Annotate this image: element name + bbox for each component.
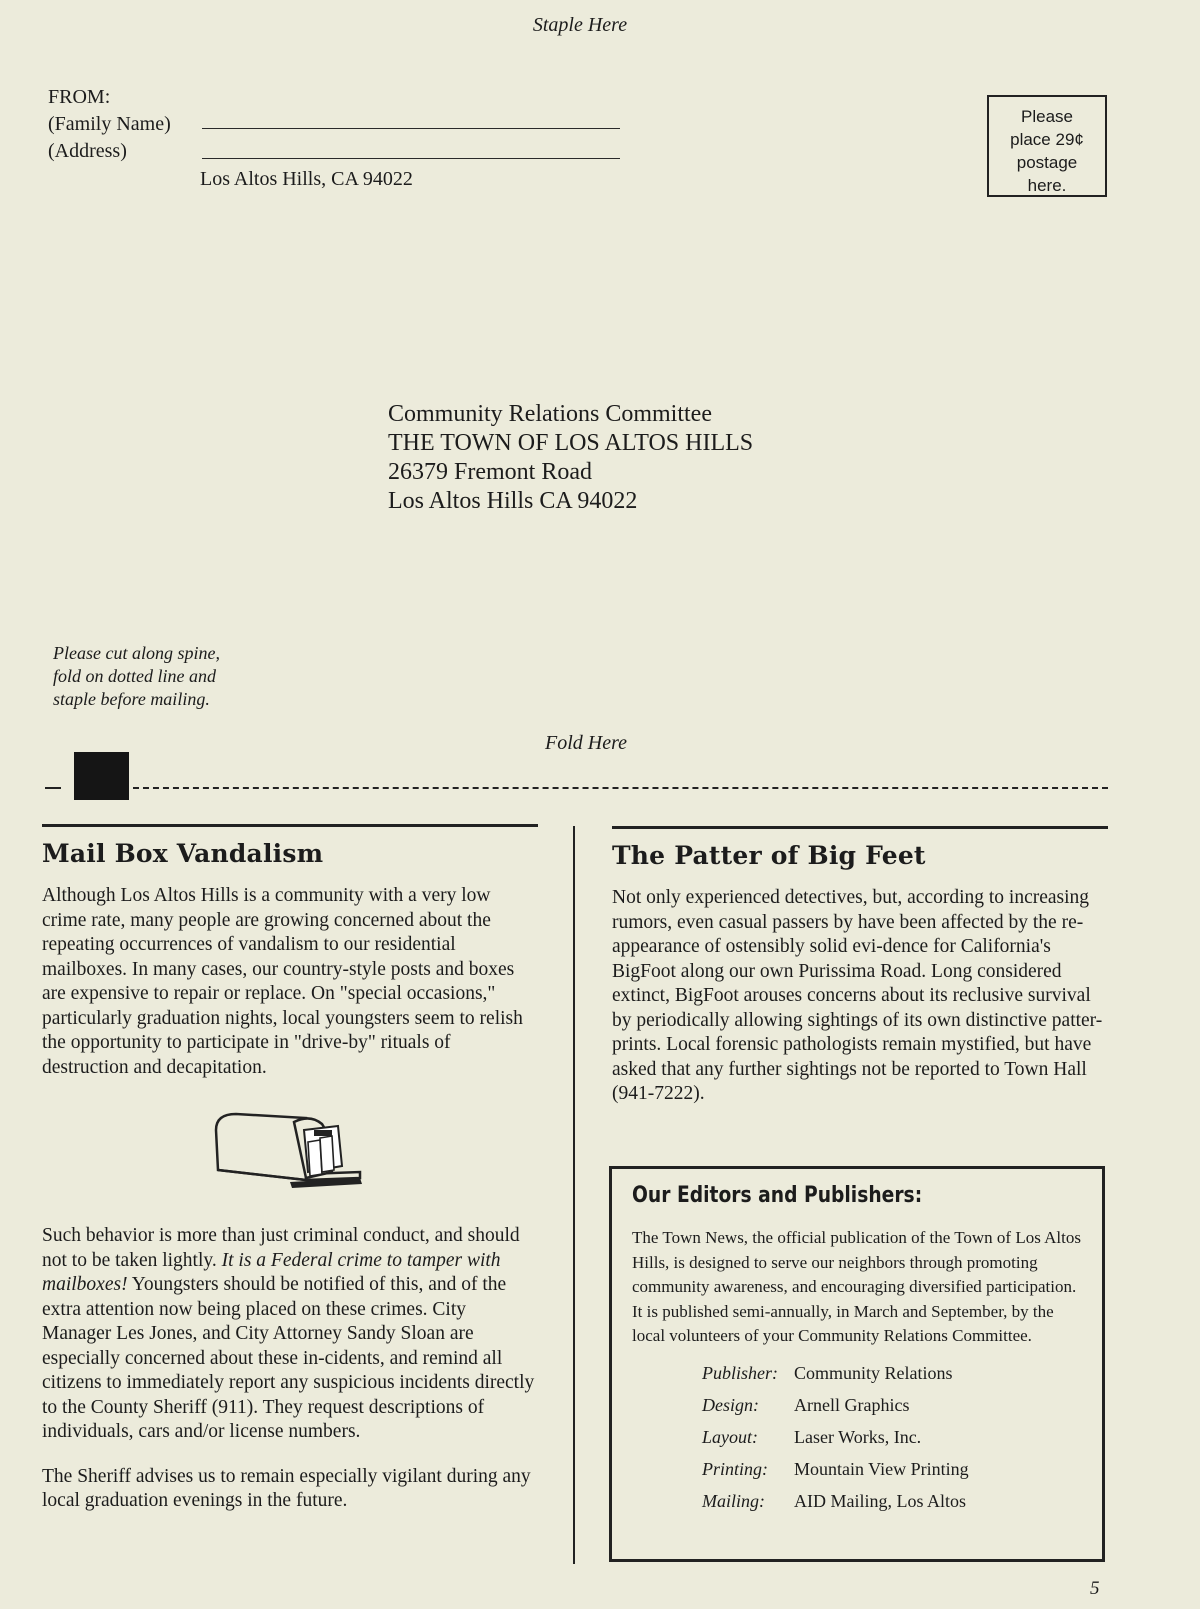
credit-role: Publisher: <box>702 1362 778 1383</box>
spine-marker <box>74 752 129 800</box>
right-article-rule <box>612 826 1108 829</box>
credit-role: Design: <box>702 1394 759 1415</box>
recipient-line: Community Relations Committee <box>388 401 712 427</box>
address-line <box>202 158 620 159</box>
fold-dotted-line <box>133 787 1108 789</box>
left-article-rule <box>42 824 538 827</box>
right-article-para1: Not only experienced detectives, but, according to increasing rumors, even casual passers by have been affected by the re-appearance of ostensibly solid evi-dence for California's BigFoot along our own Purissima Road. Long considered extinct, BigFoot arouses concerns about its reclusive survival by periodically allowing sightings of its own distinctive patter-prints. Local forensic pathologists remain mystified, but have asked that any further sightings not be reported to Town Hall (941-7222). <box>612 887 1103 1104</box>
left-article-para1: Although Los Altos Hills is a community with a very low crime rate, many people are growing concerned about the repeating occurrences of vandalism to our residential mailboxes. In many cases, our country-style posts and boxes are expensive to repair or replace. On "special occasions," particularly graduation nights, local youngsters seem to relish the opportunity to participate in "drive-by" rituals of destruction and decapitation. <box>42 885 523 1078</box>
address-label: (Address) <box>48 140 127 162</box>
recipient-line: Los Altos Hills CA 94022 <box>388 488 638 514</box>
right-article-title: The Patter of Big Feet <box>612 841 926 870</box>
cut-instruction-line: staple before mailing. <box>53 689 210 709</box>
cut-instruction-line: fold on dotted line and <box>53 666 216 686</box>
credit-role: Printing: <box>702 1458 768 1479</box>
credit-name: Arnell Graphics <box>794 1394 910 1415</box>
page-number: 5 <box>1090 1578 1100 1599</box>
family-name-line <box>202 128 620 129</box>
editors-box <box>609 1166 1105 1562</box>
family-name-label: (Family Name) <box>48 113 171 135</box>
stamp-line: Please <box>1021 107 1073 126</box>
left-article-para2 <box>42 1224 538 1445</box>
staple-here-note: Staple Here <box>532 14 628 36</box>
left-article-para3: The Sheriff advises us to remain especially vigilant during any local graduation evenings in the future. <box>42 1465 531 1511</box>
column-divider <box>573 826 575 1564</box>
credit-name: AID Mailing, Los Altos <box>794 1490 967 1511</box>
editors-box-title: Our Editors and Publishers: <box>632 1183 923 1208</box>
credit-name: Community Relations <box>794 1362 953 1383</box>
credit-role: Mailing: <box>702 1490 765 1511</box>
from-block <box>48 84 171 165</box>
para2-start: Such behavior is more than just criminal conduct, and should not to be taken lightly. <box>42 1225 520 1271</box>
fold-line-start <box>45 787 61 789</box>
credit-role: Layout: <box>702 1426 758 1447</box>
credit-name: Laser Works, Inc. <box>794 1426 922 1447</box>
recipient-line: 26379 Fremont Road <box>388 459 592 485</box>
federal-crime-emphasis: It is a Federal crime to tamper with mailboxes! <box>42 1249 501 1295</box>
mailbox-icon <box>210 1108 370 1194</box>
credit-name: Mountain View Printing <box>794 1458 969 1479</box>
right-article <box>612 826 1108 1107</box>
stamp-line: place 29¢ <box>1010 130 1084 149</box>
left-article-title: Mail Box Vandalism <box>42 839 324 868</box>
from-city-line: Los Altos Hills, CA 94022 <box>200 168 413 190</box>
cut-instruction-line: Please cut along spine, <box>53 643 220 663</box>
from-label: FROM: <box>48 86 111 108</box>
para2-end: Youngsters should be notified of this, and of the extra attention now being placed on these crimes. City Manager Les Jones, and City Attorney Sandy Sloan are especially concerned about these in-cidents, and remind all citizens to immediately report any suspicious incidents directly to the County Sheriff (911). They request descriptions of individuals, cars and/or license numbers. <box>42 1274 535 1442</box>
recipient-line: THE TOWN OF LOS ALTOS HILLS <box>388 430 754 456</box>
left-article <box>42 824 538 1514</box>
fold-here-note: Fold Here <box>545 732 628 754</box>
stamp-line: postage <box>1016 153 1078 172</box>
postage-stamp-box <box>987 95 1107 197</box>
editors-box-description: The Town News, the official publication of the Town of Los Altos Hills, is designed to serve our neighbors through promoting community awareness, and encouraging diversified participation. It is published semi-annually, in March and September, by the local volunteers of your Community Relations Committee. <box>632 1228 1081 1345</box>
recipient-address <box>388 400 753 516</box>
stamp-line: here. <box>1027 176 1067 195</box>
cut-instructions <box>53 642 220 711</box>
credits-list <box>702 1361 1084 1513</box>
